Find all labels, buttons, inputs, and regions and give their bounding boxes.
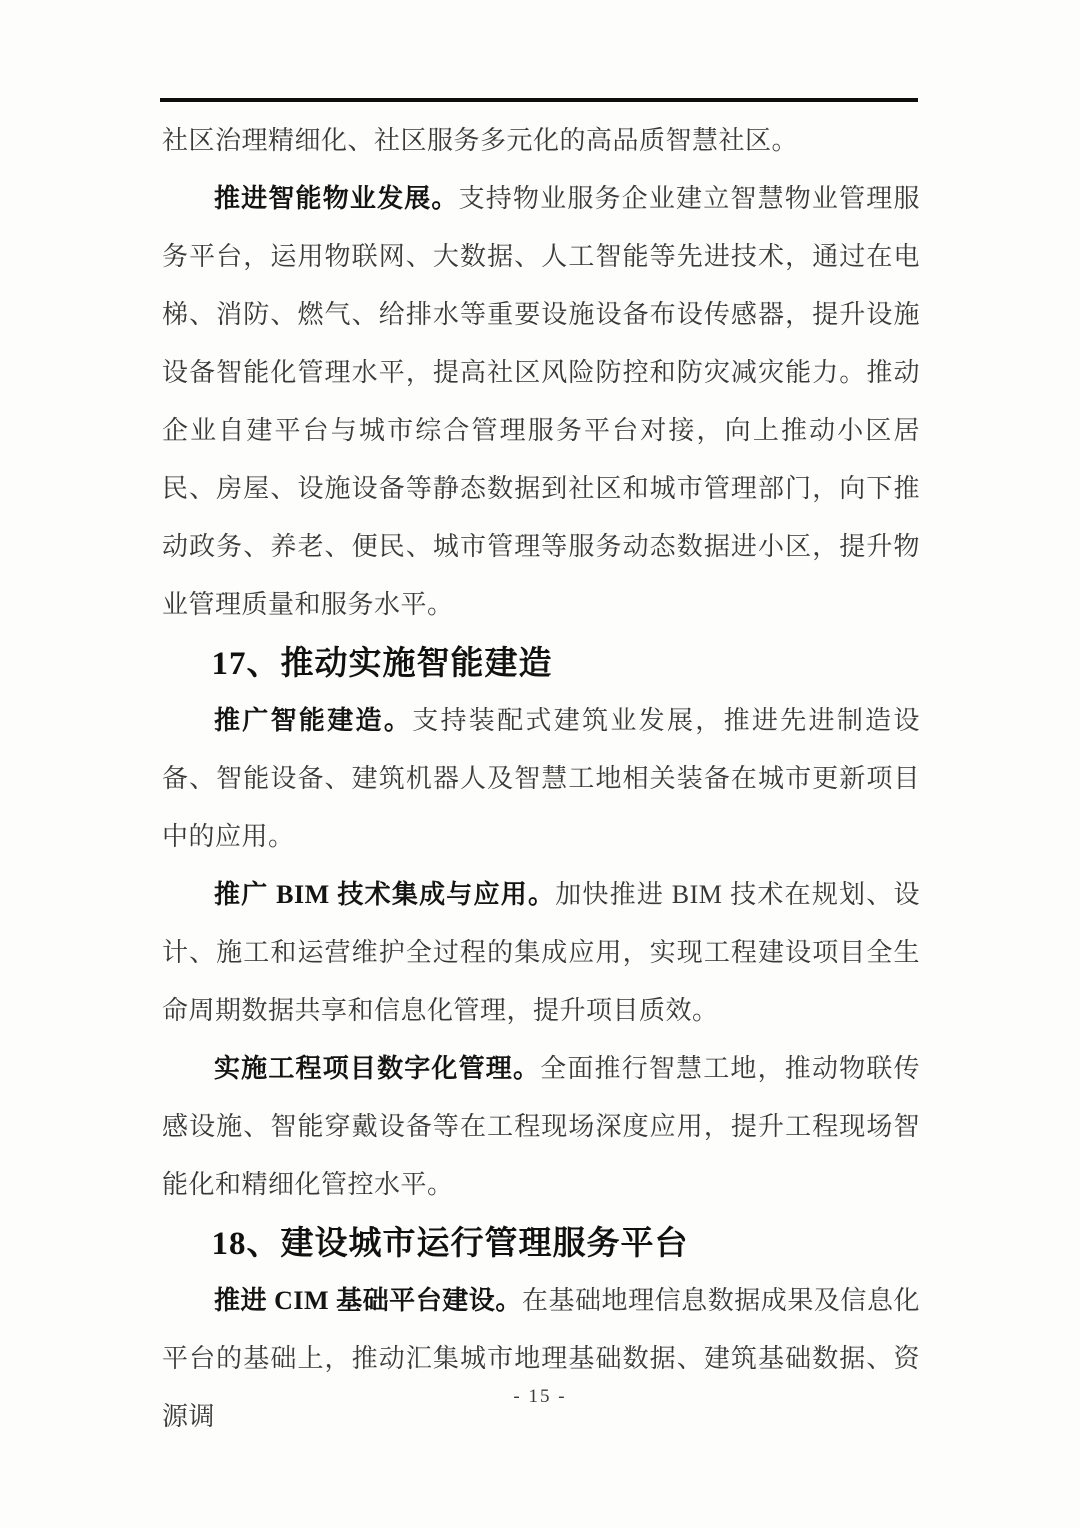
paragraph-text: 加快推进 BIM 技术在规划、设计、施工和运营维护全过程的集成应用，实现工程建设项目全生命周期数据共享和信息化管理，提升项目质效。 [162,880,920,1025]
paragraph-lead: 推广智能建造。 [214,706,413,735]
body-paragraph [162,1040,920,1214]
paragraph-text: 全面推行智慧工地，推动物联传感设施、智能穿戴设备等在工程现场深度应用，提升工程现场智能化和精细化管控水平。 [162,1054,920,1199]
page-footer [0,1386,1080,1408]
document-body [162,112,920,1446]
paragraph-text: 在基础地理信息数据成果及信息化平台的基础上，推动汇集城市地理基础数据、建筑基础数据、资源调 [162,1286,920,1431]
paragraph-lead: 实施工程项目数字化管理。 [214,1054,541,1083]
page-number: - 15 - [513,1386,567,1407]
paragraph-lead: 推广 BIM 技术集成与应用。 [214,880,556,909]
paragraph-lead: 推进智能物业发展。 [214,184,459,213]
paragraph-lead: 推进 CIM 基础平台建设。 [214,1286,522,1315]
body-paragraph [162,170,920,634]
body-paragraph [162,692,920,866]
paragraph-text: 支持装配式建筑业发展，推进先进制造设备、智能设备、建筑机器人及智慧工地相关装备在城市更新项目中的应用。 [162,706,920,851]
header-rule [160,98,918,102]
body-paragraph [162,1272,920,1446]
section-heading: 18、建设城市运行管理服务平台 [211,1226,689,1262]
continuation-paragraph: 社区治理精细化、社区服务多元化的高品质智慧社区。 [162,126,799,155]
section-heading: 17、推动实施智能建造 [211,646,553,682]
body-paragraph [162,866,920,1040]
paragraph-text: 支持物业服务企业建立智慧物业管理服务平台，运用物联网、大数据、人工智能等先进技术，通过在电梯、消防、燃气、给排水等重要设施设备布设传感器，提升设施设备智能化管理水平，提高社区风险防控和防灾减灾能力。推动企业自建平台与城市综合管理服务平台对接，向上推动小区居民、房屋、设施设备等静态数据到社区和城市管理部门，向下推动政务、养老、便民、城市管理等服务动态数据进小区，提升物业管理质量和服务水平。 [162,184,920,619]
